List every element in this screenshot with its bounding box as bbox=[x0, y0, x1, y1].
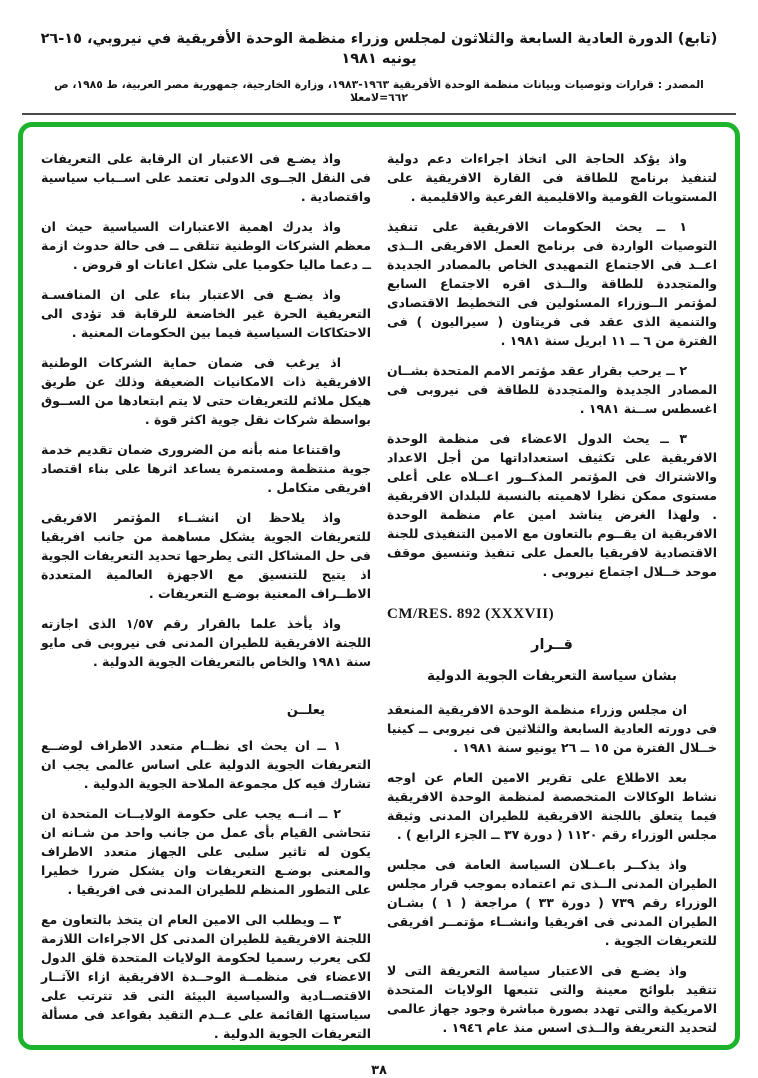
declaration-item-3: ٣ ــ ويطلب الى الامين العام ان يتخذ بالتعاون مع اللجنة الافريقية للطيران المدنى كل الاجراءات اللازمة لكى يعرب رسميا لحكومة الولايات المتحدة قلق الدول الاعضاء فى منظمــة الوحــدة الافريقية ازاء الآثــار الاقتصــادية والسياسية البيئة التى قد تترتب على سياستها القائمة على عــدم التقيد بقواعد فى مسألة التعريفات الجوية الدولية . bbox=[41, 912, 371, 1042]
preamble-paragraph-council: ان مجلس وزراء منظمة الوحدة الافريقية المنعقد فى دورته العادية السابعة والثلاثين فى نيروبى ــ كينيا خــلال الفترة من ١٥ ــ ٢٦ يونيو سنة ١٩٨١ . bbox=[387, 702, 717, 756]
operative-item-1: ١ ــ يحث الحكومات الافريقية على تنفيذ التوصيات الواردة فى برنامج العمل الافريقى الــذى اعــد فى الاجتماع التمهيدى الخاص بالمصادر الجديدة والمتجددة للطاقة والــذى اقره الاجتماع السابع لمؤتمر الــوزراء المسئولين فى التخطيط الاقتصادى والتنمية الذى عقد فى فريتاون ( سيراليون ) فى الفترة من ٦ ــ ١١ ابريل سنة ١٩٨١ . bbox=[387, 219, 717, 349]
right-column bbox=[387, 149, 717, 1037]
operative-item-3: ٣ ــ يحث الدول الاعضاء فى منظمة الوحدة الافريقية على تكثيف استعداداتها من أجل الاعداد والاشتراك فى المؤتمر المذكــور اعــلاه على أعلى مستوى ممكن نظرا لاهميته بالنسبة للبلدان الافريقية . ولهذا الغرض يناشد امين عام منظمة الوحدة الافريقية ان يقــوم بالتعاون مع الامين التنفيذى للجنة الاقتصادية لافريقيا بالعمل على تنفيذ وتنسيق موقف موحد خــلال اجتماع نيروبى . bbox=[387, 431, 717, 580]
declaration-item-2: ٢ ــ انــه يجب على حكومة الولايــات المتحدة ان تتحاشى القيام بأى عمل من جانب واحد من شـانه ان يكون له تاثير سلبى على الجهاز متعدد الاطراف والمعنى بوضـع التعريفات وان يشكل ضررا خطيرا على التطور المنظم للطيران المدنى فى افريقيا . bbox=[41, 806, 371, 898]
left-column bbox=[41, 149, 371, 1042]
declaration-item-1: ١ ــ ان يحث اى نظــام متعدد الاطراف لوضــع التعريفات الجوية الدولية على اساس عالمى يجب ان تشارك فيه كل مجموعة الملاحة الجوية الدولية . bbox=[41, 738, 371, 792]
preamble-paragraph-conference: واذ يلاحظ ان انشــاء المؤتمر الافريقى للتعريفات الجوية يشكل مساهمة من جانب افريقيا فى حل المشاكل التى يطرحها تحديد التعريفات الجوية اذ يتيح للتنسيق مع الاجهزة العالمية المتعددة الاطــراف المعنية بوضـع التعريفات . bbox=[41, 510, 371, 602]
operative-item-2: ٢ ــ يرحب بقرار عقد مؤتمر الامم المتحدة بشــان المصادر الجديدة والمتجددة للطاقة فى نيروبى فى اغسطس ســنة ١٩٨١ . bbox=[387, 363, 717, 417]
preamble-paragraph-us-tariff: واذ يضـع فى الاعتبار سياسة التعريفة التى لا تتقيد بلوائح معينة والتى تتبعها الولايات المتحدة الامريكية والتى تهدد بصورة مباشرة وجود جهاز عالمى لتحديد التعريفة والــذى اسس منذ عام ١٩٤٦ . bbox=[387, 963, 717, 1036]
preamble-paragraph-political: واذ يدرك اهمية الاعتبارات السياسية حيث ان معظم الشركات الوطنية تتلقى ــ فى حالة حدوث ازمة ــ دعما ماليا حكوميا على شكل اعانات او قروض . bbox=[41, 219, 371, 273]
preamble-paragraph-recall: واذ يذكــر باعــلان السياسة العامة فى مجلس الطيران المدنى الــذى تم اعتماده بموجب قرار مجلس الوزراء رقم ٧٣٩ ( دورة ٣٣ ) مراجعة ( ١ ) بشـان الطيران المدنى فى افريقيا وانشــاء مؤتمــر افريقى للتعريفات الجوية . bbox=[387, 857, 718, 949]
declares-heading: يعلــن bbox=[286, 703, 325, 719]
session-title: (تابع) الدورة العادية السابعة والثلاثون لمجلس وزراء منظمة الوحدة الأفريقية في نيروبي، ١٥-٢٦ يونيه ١٩٨١ bbox=[40, 31, 718, 67]
page-header bbox=[0, 0, 758, 104]
resolution-heading: قــرار bbox=[531, 637, 573, 654]
resolution-code: CM/RES. 892 (XXXVII) bbox=[387, 606, 555, 623]
preamble-paragraph-support: واذ يؤكد الحاجة الى اتخاذ اجراءات دعم دولية لتنفيذ برنامج للطاقة فى القارة الافريقية على المستويات القومية والاقليمية الفرعية والاقليمية . bbox=[387, 151, 717, 205]
preamble-paragraph-control: واذ يضـع فى الاعتبار ان الرقابة على التعريفات فى النقل الجــوى الدولى تعتمد على اســباب سياسية واقتصادية . bbox=[41, 151, 371, 205]
preamble-paragraph-service: واقتناعا منه بأنه من الضرورى ضمان تقديم خدمة جوية منتظمة ومستمرة يساعد اثرها على بناء اقتصاد افريقى متكامل . bbox=[41, 442, 371, 496]
source-citation: المصدر : قرارات وتوصيات وبيانات منظمة الوحدة الأفريقية ١٩٦٣-١٩٨٣، وزارة الخارجية، جمهورية مصر العربية، ط ١٩٨٥، ص ٦٦٢=لامعلا bbox=[54, 78, 704, 105]
two-column-layout bbox=[41, 149, 718, 1042]
preamble-paragraph-decision: واذ يأخذ علما بالقرار رقم ١/٥٧ الذى اجازته اللجنة الافريقية للطيران المدنى فى نيروبى فى مايو سنة ١٩٨١ والخاص بالتعريفات الجوية الدولية . bbox=[41, 616, 371, 670]
page-number: ٣٨ bbox=[371, 1063, 387, 1078]
preamble-paragraph-report: بعد الاطلاع على تقرير الامين العام عن اوجه نشاط الوكالات المتخصصة لمنظمة الوحدة الافريقية فيما يتعلق باللجنة الافريقية للطيران المدنى وثيقة مجلس الوزراء رقم ١١٢٠ ( دورة ٣٧ ــ الجزء الرابع ) . bbox=[387, 770, 717, 843]
resolution-border-box bbox=[18, 122, 740, 1050]
preamble-paragraph-protect: اذ يرغب فى ضمان حماية الشركات الوطنية الافريقية ذات الامكانيات الضعيفة وذلك عن طريق هيكل ملائم للتعريفات حتى لا يتم ابتعادها من الســوق بواسطة شركات نقل جوية اكثر قوة . bbox=[41, 355, 371, 428]
preamble-paragraph-competition: واذ يضـع فى الاعتبار بناء على ان المنافسـة التعريفية الحرة غير الخاضعة للرقابة قد تؤدى الى الاحتكاكات السياسية فيما بين الحكومات المعنية . bbox=[41, 287, 371, 341]
resolution-subject-heading: بشان سياسة التعريفات الجوية الدولية bbox=[427, 668, 677, 685]
header-divider bbox=[22, 113, 736, 115]
